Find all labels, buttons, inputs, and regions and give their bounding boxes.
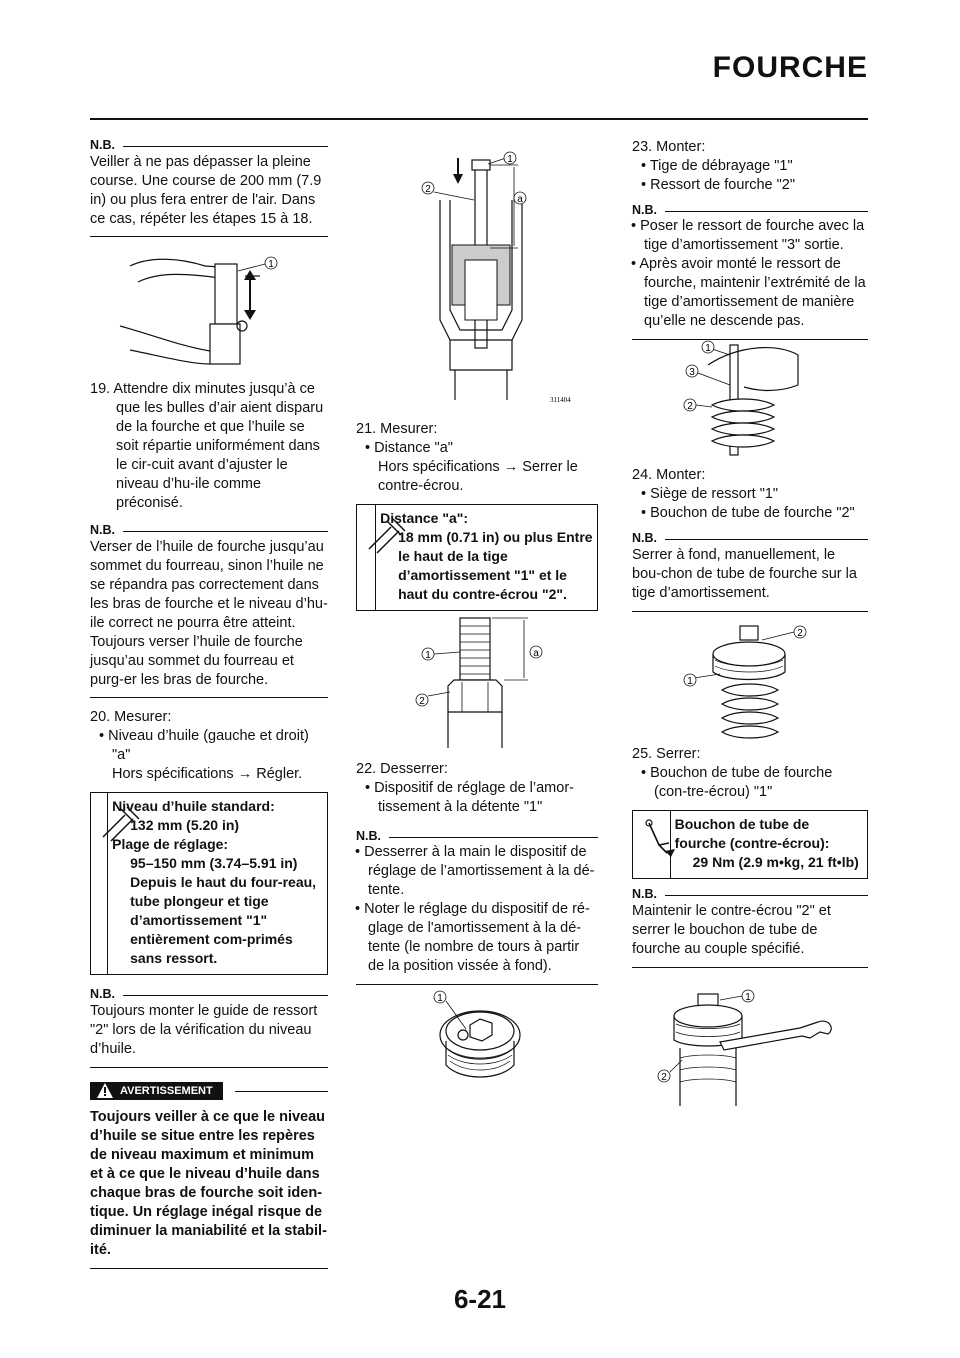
- step-24-bullet: • Bouchon de tube de fourche "2": [641, 505, 855, 521]
- step-20-out-of-spec: Hors spécifications → Régler.: [112, 766, 303, 782]
- nb-text: Serrer à fond, manuellement, le bou-chon de tube de fourche sur la tige d’amortissement.: [632, 547, 857, 601]
- column-1b: [90, 380, 328, 1269]
- callout-1: 1: [745, 992, 751, 1003]
- nb-bullet: • Noter le réglage du dispositif de ré-glage de l'amortissement à la dé-tente (le nombre de tours à partir de la position vissée à fond).: [355, 901, 590, 974]
- step-25-bullet: • Bouchon de tube de fourche (con-tre-écrou) "1": [641, 765, 833, 800]
- nb-end-rule: [90, 236, 328, 237]
- callout-2: 2: [797, 628, 803, 639]
- spec-label: Plage de réglage:: [112, 836, 229, 852]
- nb-end-rule: [90, 1067, 328, 1068]
- nb-heading: N.B.: [632, 887, 868, 901]
- column-3b: [632, 466, 868, 612]
- nb-bullet: • Après avoir monté le ressort de fourche, maintenir l’extrémité de la tige d’amortissement de manière qu’elle ne descende pas.: [631, 256, 866, 329]
- figure-rebound-adjuster: [420, 985, 540, 1085]
- warning-heading: [90, 1082, 328, 1100]
- nb-heading: N.B.: [632, 203, 868, 217]
- figure-spring-install: [668, 335, 818, 460]
- warning-end-rule: [90, 1268, 328, 1269]
- nb-heading: N.B.: [90, 523, 328, 537]
- nb-heading: N.B.: [356, 829, 598, 843]
- nb-text: Veiller à ne pas dépasser la pleine course. Une course de 200 mm (7.9 in) ou plus fera entrer de l'air. Dans ce cas, répéter les étapes 15 à 18.: [90, 154, 322, 227]
- warning-badge: AVERTISSEMENT: [90, 1082, 223, 1100]
- step-24-bullet: • Siège de ressort "1": [641, 486, 779, 502]
- header-rule: [90, 118, 868, 120]
- spec-value: 132 mm (5.20 in): [130, 817, 240, 833]
- spec-label: Niveau d’huile standard:: [112, 798, 275, 814]
- step-22-bullet: • Dispositif de réglage de l’amor-tissement à la détente "1": [365, 780, 574, 815]
- step-24: 24. Monter:: [632, 467, 706, 483]
- figure-wrench-tightening: [650, 988, 850, 1108]
- figure-locknut-distance: [410, 612, 560, 752]
- step-22: 22. Desserrer:: [356, 761, 448, 777]
- spec-note: Depuis le haut du four-reau, tube plongeur et tige d’amortissement "1" entièrement com-primés sans ressort.: [130, 874, 317, 966]
- page-title: FOURCHE: [712, 51, 868, 84]
- spec-box-distance: [356, 504, 598, 611]
- figure-fork-cap-install: [680, 620, 820, 742]
- step-25: 25. Serrer:: [632, 746, 701, 762]
- callout-2: 2: [425, 184, 431, 195]
- callout-a: a: [517, 194, 523, 205]
- step-21-bullet: • Distance "a": [365, 440, 453, 456]
- nb-heading: N.B.: [90, 987, 328, 1001]
- warning-icon: [96, 1082, 114, 1099]
- step-21-out-of-spec: Hors spécifications → Serrer le contre-écrou.: [378, 459, 578, 494]
- step-21: 21. Mesurer:: [356, 421, 438, 437]
- column-2b: [356, 760, 598, 985]
- spec-label: Distance "a":: [380, 510, 469, 526]
- step-19: 19. Attendre dix minutes jusqu’à ce que les bulles d’air aient disparu de la fourche et que l’huile se soit répartie uniformément dans le cir-cuit avant d’ajuster le niveau d’hu-ile comme préconisé.: [90, 381, 324, 511]
- callout-1: 1: [687, 676, 693, 687]
- column-1: [90, 138, 328, 237]
- callout-1: 1: [507, 154, 513, 165]
- spec-value: 29 Nm (2.9 m•kg, 21 ft•lb): [692, 854, 859, 870]
- measure-icon: [357, 505, 376, 610]
- callout-1: 1: [425, 650, 431, 661]
- callout-2: 2: [687, 401, 693, 412]
- torque-wrench-icon: [633, 811, 671, 878]
- column-2: [356, 420, 598, 611]
- callout-1: 1: [437, 993, 443, 1004]
- callout-1: 1: [705, 343, 711, 354]
- nb-text: Toujours monter le guide de ressort "2" lors de la vérification du niveau d’huile.: [90, 1003, 318, 1057]
- nb-heading: N.B.: [90, 138, 328, 152]
- callout-3: 3: [689, 367, 695, 378]
- nb-text: Verser de l’huile de fourche jusqu’au sommet du fourreau, sinon l’huile ne se répandra pas correctement dans les bras de fourche et le niveau d’hu-ile correct ne pourra être atteint. Toujours verser l’huile de fourche jusqu’au sommet du fourreau et purg-er les bras de fourche.: [90, 539, 328, 688]
- nb-bullet: • Desserrer à la main le dispositif de réglage de l’amortissement à la dé-tente.: [355, 844, 595, 898]
- spec-label: Bouchon de tube de fourche (contre-écrou):: [674, 816, 830, 851]
- figure-damper-rod-distance: [410, 140, 590, 410]
- nb-text: Maintenir le contre-écrou "2" et serrer le bouchon de tube de fourche au couple spécifié.: [632, 903, 831, 957]
- step-20: 20. Mesurer:: [90, 709, 172, 725]
- page-number: 6-21: [453, 1284, 507, 1314]
- spec-box-oil-level: [90, 792, 328, 975]
- warning-text: Toujours veiller à ce que le niveau d’huile se situe entre les repères de niveau maximum et minimum et à ce que le niveau d’huile dans chaque bras de fourche soit iden-tique. Un réglage inégal risque de diminuer la maniabilité et la stabil-ité.: [90, 1109, 327, 1258]
- spec-box-torque: [632, 810, 868, 879]
- callout-2: 2: [661, 1072, 667, 1083]
- step-20-bullet: • Niveau d’huile (gauche et droit) "a": [99, 728, 309, 763]
- step-23-bullet: • Tige de débrayage "1": [641, 158, 793, 174]
- step-23-bullet: • Ressort de fourche "2": [641, 177, 796, 193]
- callout-1: 1: [268, 259, 274, 270]
- callout-a: a: [533, 648, 539, 659]
- nb-end-rule: [632, 611, 868, 612]
- spec-value: 95–150 mm (3.74–5.91 in): [130, 855, 298, 871]
- step-23: 23. Monter:: [632, 139, 706, 155]
- column-3c: [632, 745, 868, 968]
- nb-end-rule: [632, 967, 868, 968]
- callout-2: 2: [419, 696, 425, 707]
- nb-end-rule: [90, 697, 328, 698]
- nb-bullet: • Poser le ressort de fourche avec la tige d’amortissement "3" sortie.: [631, 218, 865, 253]
- figure-fork-pumping: [110, 246, 320, 376]
- nb-heading: N.B.: [632, 531, 868, 545]
- figure-code: 311404: [550, 396, 571, 404]
- column-3: [632, 138, 868, 340]
- measure-icon: [91, 793, 108, 974]
- spec-value: 18 mm (0.71 in) ou plus Entre le haut de la tige d’amortissement "1" et le haut du contre-écrou "2".: [398, 529, 593, 602]
